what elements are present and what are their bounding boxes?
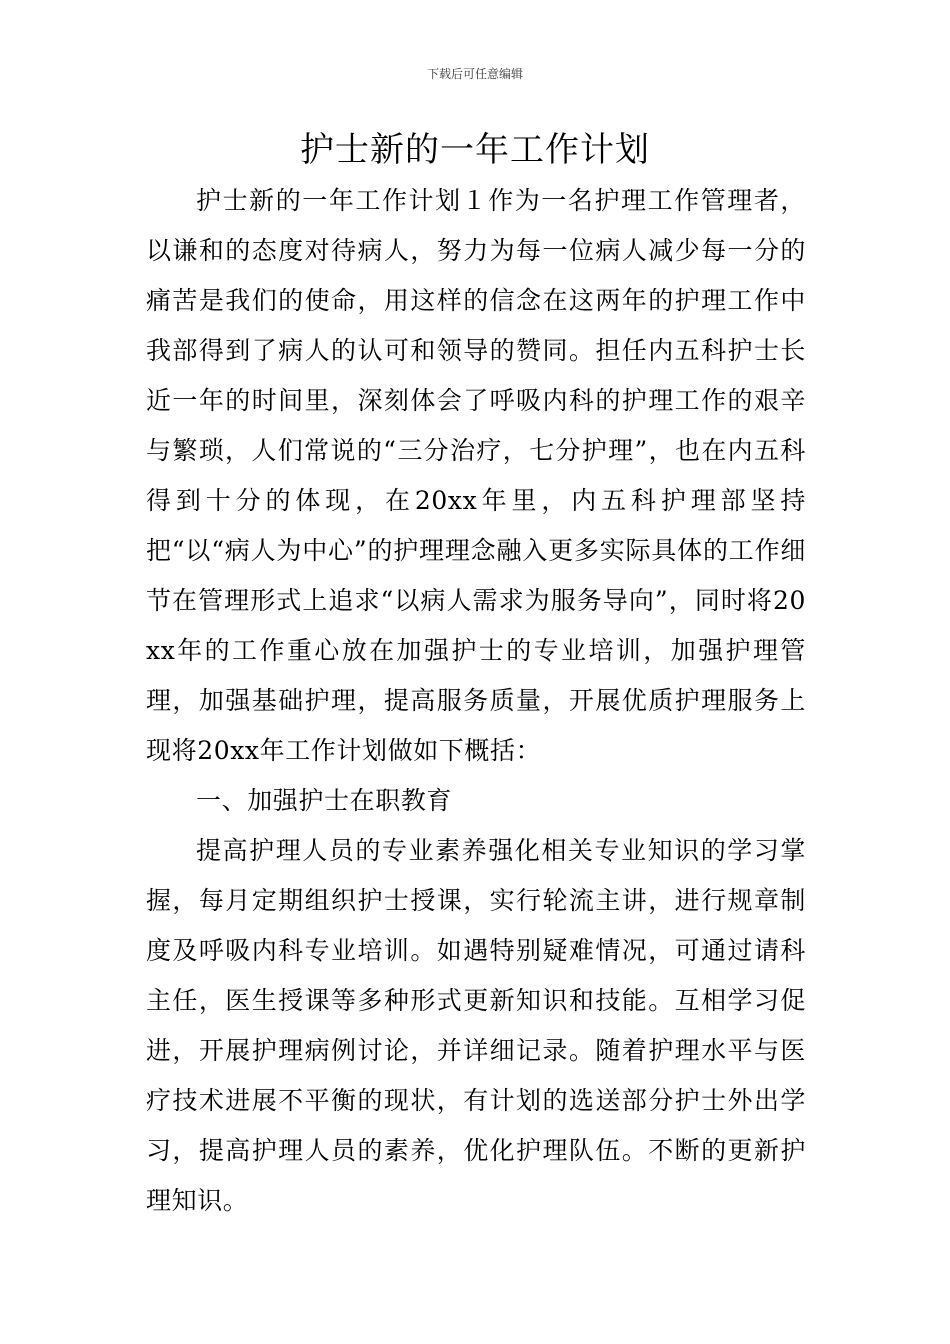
paragraph-section-1: 提高护理人员的专业素养强化相关专业知识的学习掌握，每月定期组织护士授课，实行轮流主讲，进行规章制度及呼吸内科专业培训。如遇特别疑难情况，可通过请科主任，医生授课等多种形式更新知识和技能。互相学习促进，开展护理病例讨论，并详细记录。随着护理水平与医疗技术进展不平衡的现状，有计划的选送部分护士外出学习，提高护理人员的素养，优化护理队伍。不断的更新护理知识。 bbox=[146, 836, 806, 1215]
paragraph-intro: 护士新的一年工作计划１作为一名护理工作管理者，以谦和的态度对待病人，努力为每一位病人减少每一分的痛苦是我们的使命，用这样的信念在这两年的护理工作中我部得到了病人的认可和领导的赞同。担任内五科护士长近一年的时间里，深刻体会了呼吸内科的护理工作的艰辛与繁琐，人们常说的“三分治疗，七分护理”，也在内五科得到十分的体现，在20xx年里，内五科护理部坚持把“以“病人为中心”的护理理念融入更多实际具体的工作细节在管理形式上追求“以病人需求为服务导向”，同时将20xx年的工作重心放在加强护士的专业培训，加强护理管理，加强基础护理，提高服务质量，开展优质护理服务上现将20xx年工作计划做如下概括： bbox=[146, 186, 806, 765]
document-body bbox=[146, 176, 806, 1226]
header-note: 下载后可任意编辑 bbox=[426, 67, 523, 81]
section-heading-1: 一、加强护士在职教育 bbox=[196, 786, 453, 815]
document-title: 护士新的一年工作计划 bbox=[300, 130, 650, 170]
